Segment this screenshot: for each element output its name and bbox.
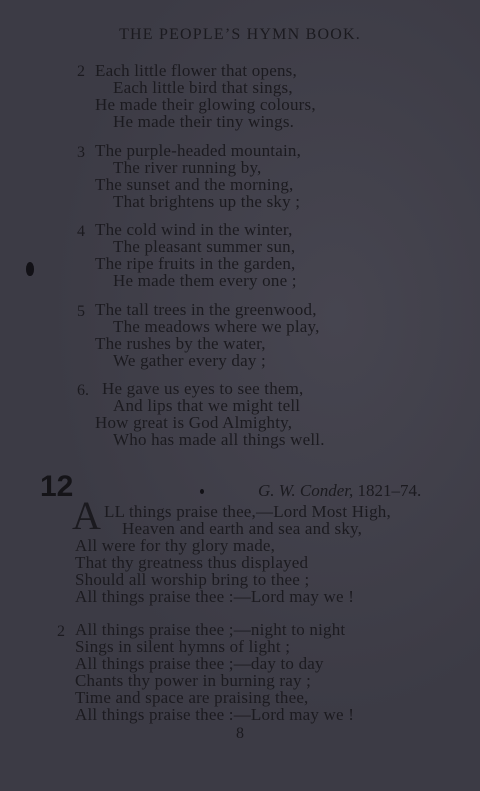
- verse-line: Time and space are praising thee,: [75, 688, 309, 707]
- hymn-author: [258, 481, 421, 501]
- verse-line: The tall trees in the greenwood,: [95, 300, 317, 319]
- verse-number: 3: [77, 144, 85, 161]
- verse-number: 6.: [77, 382, 89, 399]
- verse-line: Each little flower that opens,: [95, 61, 297, 80]
- verse-line: All were for thy glory made,: [75, 536, 276, 555]
- verse-line: The rushes by the water,: [95, 334, 266, 353]
- running-header: THE PEOPLE’S HYMN BOOK.: [119, 26, 361, 43]
- verse-line: That thy greatness thus displayed: [75, 553, 309, 572]
- verse-line: And lips that we might tell: [113, 396, 301, 415]
- verse-line: The cold wind in the winter,: [95, 220, 293, 239]
- verse-line: Each little bird that sings,: [113, 78, 293, 97]
- verse-line: He made their glowing colours,: [95, 95, 316, 114]
- hymn-number: 12: [40, 470, 74, 503]
- verse-line: How great is God Almighty,: [95, 413, 293, 432]
- verse-line: That brightens up the sky ;: [113, 192, 301, 211]
- author-dates: 1821–74.: [357, 481, 422, 500]
- verse-number: 2: [57, 623, 65, 640]
- verse-line: The river running by,: [113, 158, 262, 177]
- verse-line: Heaven and earth and sea and sky,: [122, 519, 363, 538]
- verse-line: The ripe fruits in the garden,: [95, 254, 296, 273]
- verse-number: 5: [77, 303, 85, 320]
- verse-line: Should all worship bring to thee ;: [75, 570, 310, 589]
- page-number: 8: [236, 725, 244, 742]
- verse-line: Sings in silent hymns of light ;: [75, 637, 291, 656]
- verse-line: All things praise thee ;—night to night: [75, 620, 346, 639]
- ink-dot: [200, 489, 204, 494]
- verse-line: The meadows where we play,: [113, 317, 320, 336]
- verse-number: 2: [77, 63, 85, 80]
- verse-line: He made them every one ;: [113, 271, 297, 290]
- verse-line: He gave us eyes to see them,: [102, 379, 304, 398]
- verse-line: All things praise thee :—Lord may we !: [75, 587, 355, 606]
- verse-line: Chants thy power in burning ray ;: [75, 671, 312, 690]
- verse-line: LL things praise thee,—Lord Most High,: [104, 502, 391, 521]
- drop-cap: A: [72, 493, 101, 538]
- verse-line: All things praise thee ;—day to day: [75, 654, 324, 673]
- ink-blot: [26, 262, 34, 276]
- verse-line: Who has made all things well.: [113, 430, 325, 449]
- verse-line: The purple-headed mountain,: [95, 141, 302, 160]
- verse-line: We gather every day ;: [113, 351, 266, 370]
- verse-line: All things praise thee :—Lord may we !: [75, 705, 355, 724]
- verse-line: He made their tiny wings.: [113, 112, 295, 131]
- verse-number: 4: [77, 223, 85, 240]
- verse-line: The sunset and the morning,: [95, 175, 294, 194]
- verse-line: The pleasant summer sun,: [113, 237, 296, 256]
- author-name: G. W. Conder,: [258, 481, 354, 500]
